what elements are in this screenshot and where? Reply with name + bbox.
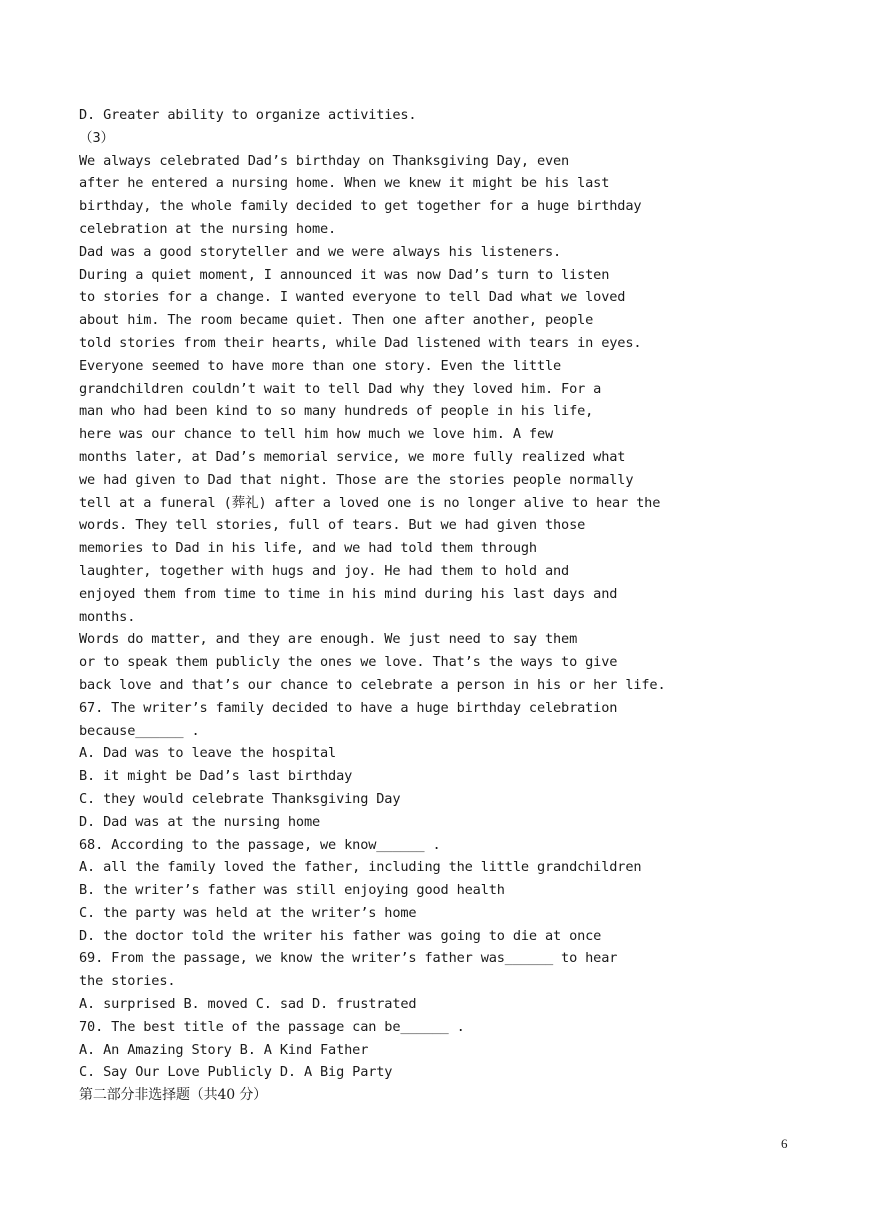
passage-line: tell at a funeral (葬礼) after a loved one is no longer alive to hear the <box>79 494 661 511</box>
passage-line: months. <box>79 608 136 625</box>
passage-line: grandchildren couldn’t wait to tell Dad why they loved him. For a <box>79 380 602 397</box>
question-67-option-c: C. they would celebrate Thanksgiving Day <box>79 790 401 807</box>
passage-line: about him. The room became quiet. Then one after another, people <box>79 312 594 329</box>
question-70-options-ab: A. An Amazing Story B. A Kind Father <box>79 1041 369 1058</box>
question-68-option-d: D. the doctor told the writer his father was going to die at once <box>79 927 602 944</box>
question-68-option-c: C. the party was held at the writer’s home <box>79 904 417 921</box>
passage-line: or to speak them publicly the ones we love. That’s the ways to give <box>79 654 618 671</box>
passage-line: celebration at the nursing home. <box>79 220 337 237</box>
question-68-option-b: B. the writer’s father was still enjoying good health <box>79 882 505 899</box>
question-67-continued: because______ . <box>79 722 200 739</box>
passage-line: words. They tell stories, full of tears. But we had given those <box>79 517 586 534</box>
passage-line: we had given to Dad that night. Those are the stories people normally <box>79 471 634 488</box>
passage-line: months later, at Dad’s memorial service, we more fully realized what <box>79 448 626 465</box>
passage-line: birthday, the whole family decided to get together for a huge birthday <box>79 198 642 215</box>
passage-line: told stories from their hearts, while Dad listened with tears in eyes. <box>79 334 642 351</box>
section-heading: 第二部分非选择题（共40 分） <box>79 1087 268 1104</box>
passage-line: laughter, together with hugs and joy. He had them to hold and <box>79 562 570 579</box>
question-67-option-d: D. Dad was at the nursing home <box>79 813 321 830</box>
passage-line: here was our chance to tell him how much we love him. A few <box>79 426 554 443</box>
document-page <box>79 104 839 1107</box>
question-67: 67. The writer’s family decided to have a huge birthday celebration <box>79 699 618 716</box>
option-line: D. Greater ability to organize activities. <box>79 107 417 123</box>
passage-line: Everyone seemed to have more than one story. Even the little <box>79 357 562 374</box>
question-70-options-cd: C. Say Our Love Publicly D. A Big Party <box>79 1064 393 1081</box>
passage-line: Dad was a good storyteller and we were always his listeners. <box>79 243 562 260</box>
question-69-options: A. surprised B. moved C. sad D. frustrated <box>79 996 417 1013</box>
passage-line: We always celebrated Dad’s birthday on Thanksgiving Day, even <box>79 152 570 169</box>
page-number: 6 <box>781 1136 788 1151</box>
question-67-option-b: B. it might be Dad’s last birthday <box>79 768 353 785</box>
passage-line: man who had been kind to so many hundreds of people in his life, <box>79 403 594 420</box>
passage-line: Words do matter, and they are enough. We just need to say them <box>79 631 578 648</box>
passage-line: to stories for a change. I wanted everyone to tell Dad what we loved <box>79 289 626 306</box>
passage-line: enjoyed them from time to time in his mind during his last days and <box>79 585 618 602</box>
question-70: 70. The best title of the passage can be______ . <box>79 1018 465 1035</box>
passage-line: after he entered a nursing home. When we knew it might be his last <box>79 175 610 192</box>
passage-line: During a quiet moment, I announced it was now Dad’s turn to listen <box>79 266 610 283</box>
question-68-option-a: A. all the family loved the father, including the little grandchildren <box>79 859 642 876</box>
question-68: 68. According to the passage, we know______ . <box>79 836 441 853</box>
question-69: 69. From the passage, we know the writer’s father was______ to hear <box>79 950 618 967</box>
passage-number: （3） <box>79 129 114 146</box>
question-69-continued: the stories. <box>79 973 176 990</box>
question-67-option-a: A. Dad was to leave the hospital <box>79 745 337 762</box>
passage-line: back love and that’s our chance to celebrate a person in his or her life. <box>79 676 666 693</box>
passage-line: memories to Dad in his life, and we had told them through <box>79 540 537 557</box>
